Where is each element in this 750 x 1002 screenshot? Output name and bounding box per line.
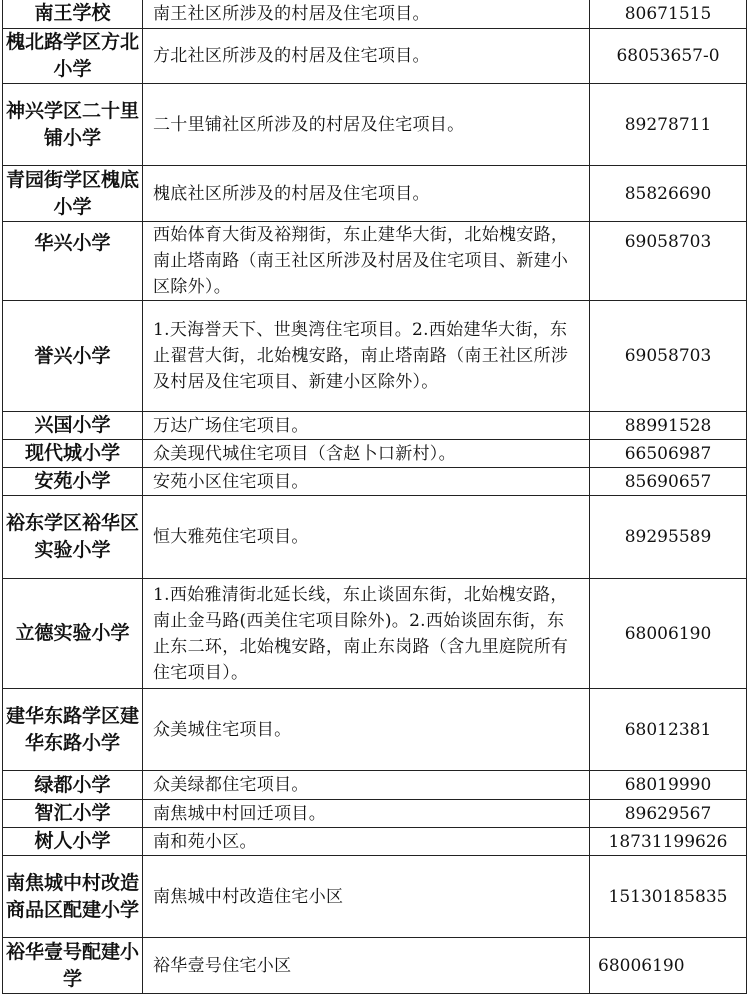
phone-cell: 69058703	[590, 301, 747, 412]
phone-cell: 68006190	[590, 579, 747, 689]
enrollment-area-cell: 众美现代城住宅项目（含赵卜口新村）。	[143, 440, 590, 468]
enrollment-area-cell: 裕华壹号住宅小区	[143, 938, 590, 994]
school-name-cell: 裕华壹号配建小学	[3, 938, 143, 994]
enrollment-area-cell: 安苑小区住宅项目。	[143, 468, 590, 496]
school-district-table	[2, 0, 747, 994]
enrollment-area-cell: 1.西始雅清街北延长线，东止谈固东街，北始槐安路，南止金马路(西美住宅项目除外)。2.西始谈固东街，东止东二环，北始槐安路，南止东岗路（含九里庭院所有住宅项目）。	[143, 579, 590, 689]
table-row	[3, 222, 747, 301]
table-row	[3, 856, 747, 938]
table-row	[3, 412, 747, 440]
enrollment-area-cell: 众美城住宅项目。	[143, 689, 590, 771]
phone-cell: 89278711	[590, 84, 747, 166]
phone-cell: 89629567	[590, 800, 747, 828]
school-name-cell: 青园街学区槐底小学	[3, 166, 143, 222]
school-name-cell: 裕东学区裕华区实验小学	[3, 496, 143, 579]
table-row	[3, 689, 747, 771]
table-row	[3, 579, 747, 689]
table-row	[3, 496, 747, 579]
table-row	[3, 0, 747, 29]
table-row	[3, 84, 747, 166]
enrollment-area-cell: 众美绿都住宅项目。	[143, 771, 590, 800]
enrollment-area-cell: 二十里铺社区所涉及的村居及住宅项目。	[143, 84, 590, 166]
phone-cell: 85690657	[590, 468, 747, 496]
school-name-cell: 绿都小学	[3, 771, 143, 800]
school-name-cell: 现代城小学	[3, 440, 143, 468]
phone-cell: 15130185835	[590, 856, 747, 938]
phone-cell: 68053657-0	[590, 29, 747, 84]
phone-cell: 66506987	[590, 440, 747, 468]
enrollment-area-cell: 南焦城中村回迁项目。	[143, 800, 590, 828]
phone-cell: 18731199626	[590, 828, 747, 856]
phone-cell: 69058703	[590, 222, 747, 301]
school-name-cell: 神兴学区二十里铺小学	[3, 84, 143, 166]
school-name-cell: 誉兴小学	[3, 301, 143, 412]
school-name-cell: 槐北路学区方北小学	[3, 29, 143, 84]
school-name-cell: 南焦城中村改造商品区配建小学	[3, 856, 143, 938]
school-name-cell: 安苑小学	[3, 468, 143, 496]
table-row	[3, 301, 747, 412]
enrollment-area-cell: 南和苑小区。	[143, 828, 590, 856]
enrollment-area-cell: 南焦城中村改造住宅小区	[143, 856, 590, 938]
phone-cell: 80671515	[590, 0, 747, 29]
school-name-cell: 建华东路学区建华东路小学	[3, 689, 143, 771]
table-row	[3, 938, 747, 994]
table-row	[3, 468, 747, 496]
phone-cell: 85826690	[590, 166, 747, 222]
phone-cell: 68012381	[590, 689, 747, 771]
enrollment-area-cell: 南王社区所涉及的村居及住宅项目。	[143, 0, 590, 29]
enrollment-area-cell: 万达广场住宅项目。	[143, 412, 590, 440]
enrollment-area-cell: 槐底社区所涉及的村居及住宅项目。	[143, 166, 590, 222]
phone-cell: 68006190	[590, 938, 747, 994]
table-row	[3, 440, 747, 468]
phone-cell: 68019990	[590, 771, 747, 800]
enrollment-area-cell: 1.天海誉天下、世奥湾住宅项目。2.西始建华大街，东止翟营大街，北始槐安路，南止塔南路（南王社区所涉及村居及住宅项目、新建小区除外）。	[143, 301, 590, 412]
school-name-cell: 智汇小学	[3, 800, 143, 828]
table-row	[3, 800, 747, 828]
table-row	[3, 29, 747, 84]
phone-cell: 89295589	[590, 496, 747, 579]
enrollment-area-cell: 西始体育大街及裕翔街，东止建华大街，北始槐安路，南止塔南路（南王社区所涉及村居及住宅项目、新建小区除外）。	[143, 222, 590, 301]
enrollment-area-cell: 方北社区所涉及的村居及住宅项目。	[143, 29, 590, 84]
table-row	[3, 828, 747, 856]
school-name-cell: 兴国小学	[3, 412, 143, 440]
school-name-cell: 南王学校	[3, 0, 143, 29]
school-name-cell: 华兴小学	[3, 222, 143, 301]
table-row	[3, 771, 747, 800]
school-name-cell: 立德实验小学	[3, 579, 143, 689]
table-row	[3, 166, 747, 222]
phone-cell: 88991528	[590, 412, 747, 440]
school-name-cell: 树人小学	[3, 828, 143, 856]
enrollment-area-cell: 恒大雅苑住宅项目。	[143, 496, 590, 579]
